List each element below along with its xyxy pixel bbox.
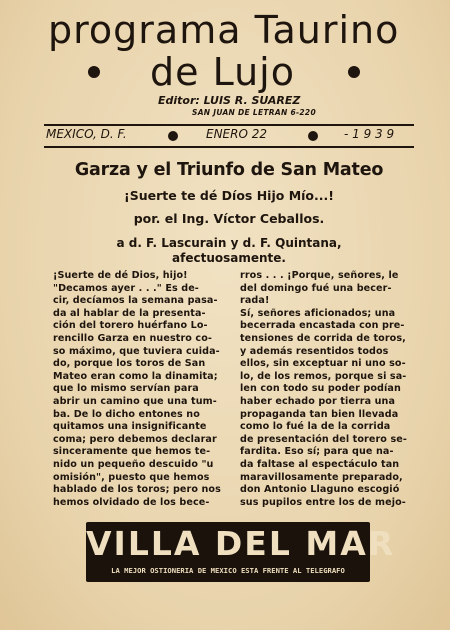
- article-left-column: [53, 270, 225, 509]
- article-text-line: rada!: [240, 295, 270, 307]
- article-text-line: abrir un camino que una tum-: [53, 395, 217, 407]
- villa-del-mar-advertisement: [86, 522, 396, 582]
- article-text-line: lo, de los remos, porque si sa-: [240, 370, 407, 382]
- article-text-line: de presentación del torero se-: [240, 433, 407, 445]
- article-dedication-line2: afectuosamente.: [172, 251, 286, 265]
- article-text-line: coma; pero debemos declarar: [53, 433, 217, 445]
- article-text-line: hemos olvidado de los bece-: [53, 496, 210, 508]
- article-text-line: rencillo Garza en nuestro co-: [53, 332, 212, 344]
- article-text-line: ellos, sin exceptuar ni uno so-: [240, 358, 406, 370]
- article-dedication-line1: a d. F. Lascurain y d. F. Quintana,: [116, 236, 342, 250]
- article-text-line: fardita. Eso sí; para que na-: [240, 446, 394, 458]
- article-text-line: maravillosamente preparado,: [240, 471, 403, 483]
- article-byline: por. el Ing. Víctor Ceballos.: [133, 211, 325, 226]
- article-text-line: propaganda tan bien llevada: [240, 408, 399, 420]
- bullet-dot-icon: [348, 66, 360, 78]
- article-text-line: y además resentidos todos: [240, 345, 389, 357]
- masthead-title-line2: de Lujo: [150, 50, 295, 94]
- dateline-date: ENERO 22: [206, 127, 268, 141]
- article-text-line: ba. De lo dicho entones no: [53, 408, 200, 420]
- article-text-line: ción del torero huérfano Lo-: [53, 320, 208, 332]
- article-text-line: so máximo, que tuviera cuida-: [53, 345, 220, 357]
- article-text-line: omisión", puesto que hemos: [53, 471, 210, 483]
- bullet-dot-icon: [168, 131, 178, 141]
- article-text-line: sinceramente que hemos te-: [53, 446, 211, 458]
- article-text-line: da al hablar de la presenta-: [53, 307, 206, 319]
- masthead: [40, 8, 420, 94]
- article-text-line: sus pupilos entre los de mejo-: [240, 496, 406, 508]
- article-text-line: que lo mismo servían para: [53, 383, 199, 395]
- article-text-line: do, porque los toros de San: [53, 358, 206, 370]
- article-text-line: becerrada encastada con pre-: [240, 320, 405, 332]
- article-text-line: del domingo fué una becer-: [240, 282, 392, 294]
- article-title: Garza y el Triunfo de San Mateo: [74, 160, 384, 180]
- article-text-line: nido un pequeño descuido "u: [53, 458, 214, 470]
- bullet-dot-icon: [308, 131, 318, 141]
- article-text-line: "Decamos ayer . . ." Es de-: [53, 282, 199, 294]
- article-text-line: ¡Suerte de dé Dios, hijo!: [53, 270, 188, 281]
- article-text-line: da faltase al espectáculo tan: [240, 458, 400, 470]
- article-text-line: quitamos una insignificante: [53, 421, 207, 433]
- advertisement-name: VILLA DEL MAR: [86, 524, 396, 563]
- editor-credit: Editor: LUIS R. SUAREZ: [158, 94, 301, 107]
- dateline: [44, 124, 414, 146]
- article-right-column: [240, 270, 412, 509]
- dateline-year: - 1 9 3 9: [344, 127, 395, 141]
- article-text-line: haber echado por tierra una: [240, 395, 396, 407]
- masthead-title-line1: programa Taurino: [48, 8, 400, 52]
- dateline-city: MEXICO, D. F.: [46, 127, 127, 141]
- article-text-line: hablado de los toros; pero nos: [53, 484, 221, 496]
- article-text-line: como lo fué la de la corrida: [240, 421, 391, 433]
- editor-address: SAN JUAN DE LETRAN 6-220: [192, 108, 316, 117]
- article-text-line: Mateo eran como la dinamita;: [53, 370, 218, 382]
- article-text-line: rros . . . ¡Porque, señores, le: [240, 270, 399, 281]
- article-text-line: cir, decíamos la semana pasa-: [53, 295, 218, 307]
- bullet-dot-icon: [88, 66, 100, 78]
- advertisement-tagline: LA MEJOR OSTIONERIA DE MEXICO ESTA FRENTE AL TELEGRAFO: [111, 566, 345, 575]
- article-subtitle: ¡Suerte te dé Díos Hijo Mío...!: [124, 188, 334, 203]
- article-text-line: tensiones de corrida de toros,: [240, 332, 406, 344]
- article-text-line: len con todo su poder podían: [240, 383, 401, 395]
- article-text-line: don Antonio Llaguno escogió: [240, 484, 400, 496]
- article-text-line: Sí, señores aficionados; una: [240, 307, 396, 319]
- dateline-bottom-rule: [44, 146, 414, 148]
